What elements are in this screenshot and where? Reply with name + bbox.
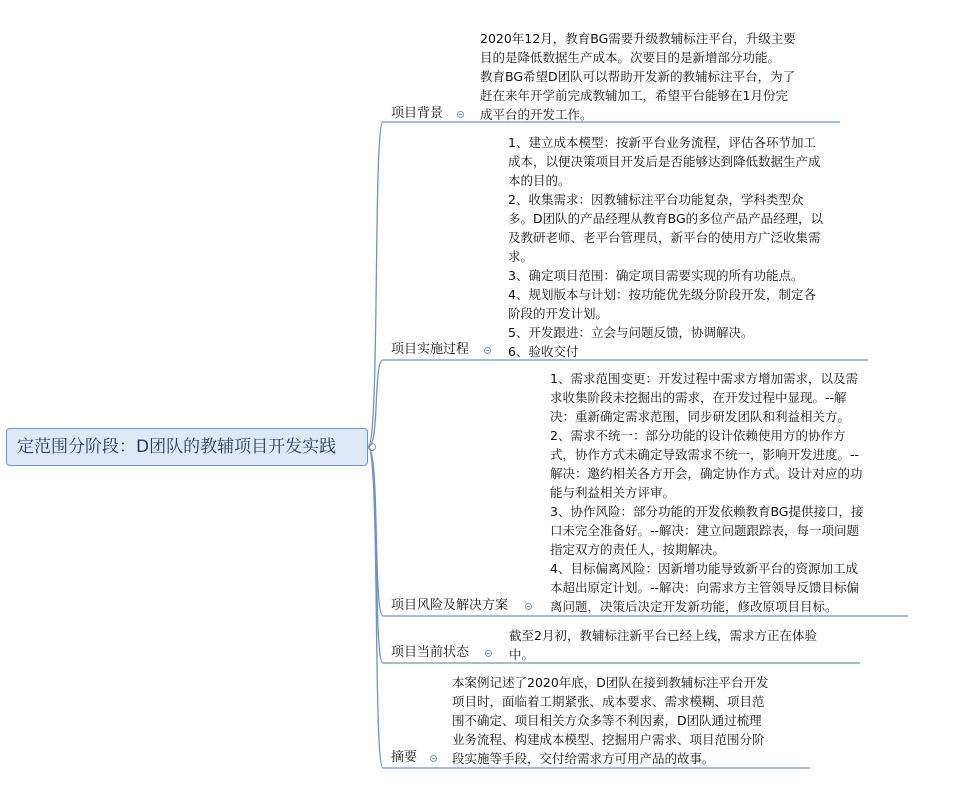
leaf-line: 段实施等手段，交付给需求方可用产品的故事。	[452, 751, 715, 766]
leaf-line: 2、收集需求：因教辅标注平台功能复杂，学科类型众	[508, 192, 804, 207]
leaf-line: 本的目的。	[508, 173, 571, 188]
branch-label-text: 项目实施过程	[391, 342, 470, 357]
leaf-line: 1、需求范围变更：开发过程中需求方增加需求，以及需	[550, 371, 858, 386]
branch-label-project-background[interactable]	[391, 105, 443, 123]
branch-label-implementation-process[interactable]	[391, 341, 469, 359]
collapse-toggle-icon[interactable]	[430, 755, 437, 762]
leaf-line: 3、协作风险：部分功能的开发依赖教育BG提供接口，接	[550, 504, 864, 519]
leaf-line: 1、建立成本模型：按新平台业务流程，评估各环节加工	[508, 135, 816, 150]
leaf-line: 目的是降低数据生产成本。次要目的是新增部分功能。	[480, 50, 781, 65]
branch-connector	[368, 122, 383, 447]
root-topic[interactable]	[6, 428, 368, 466]
leaf-line: 2020年12月，教育BG需要升级教辅标注平台，升级主要	[480, 31, 796, 46]
leaf-line: 3、确定项目范围：确定项目需要实现的所有功能点。	[508, 268, 804, 283]
leaf-line: 解决：邀约相关各方开会，确定协作方式。设计对应的功	[550, 466, 863, 481]
leaf-line: 2、需求不统一：部分功能的设计依赖使用方的协作方	[550, 428, 846, 443]
collapse-toggle-icon[interactable]	[484, 347, 491, 354]
leaf-line: 离问题，决策后决定开发新功能，修改原项目目标。	[550, 599, 838, 614]
leaf-line: 本案例记述了2020年底，D团队在接到教辅标注平台开发	[452, 675, 769, 690]
leaf-line: 求。	[508, 249, 534, 264]
leaf-line: 截至2月初，教辅标注新平台已经上线，需求方正在体验	[509, 628, 817, 643]
leaf-line: 及教研老师、老平台管理员，新平台的使用方广泛收集需	[508, 230, 821, 245]
branch-label-text: 项目风险及解决方案	[391, 598, 509, 613]
leaf-line: 指定双方的责任人，按期解决。	[550, 542, 726, 557]
leaf-implementation-process	[508, 133, 823, 361]
leaf-line: 口未完全准备好。--解决：建立问题跟踪表，每一项问题	[550, 523, 860, 538]
leaf-line: 成平台的开发工作。	[480, 107, 593, 122]
leaf-line: 决：重新确定需求范围，同步研发团队和利益相关方。	[550, 409, 851, 424]
leaf-line: 求收集阶段未挖掘出的需求，在开发过程中显现。--解	[550, 390, 847, 405]
leaf-summary	[452, 673, 768, 768]
leaf-line: 阶段的开发计划。	[508, 306, 609, 321]
leaf-current-status	[509, 626, 817, 664]
leaf-line: 业务流程、构建成本模型、挖掘用户需求、项目范围分阶	[452, 732, 765, 747]
leaf-line: 4、规划版本与计划：按功能优先级分阶段开发，制定各	[508, 287, 816, 302]
leaf-line: 多。D团队的产品经理从教育BG的多位产品产品经理，以	[508, 211, 824, 226]
leaf-line: 6、验收交付	[508, 344, 579, 359]
leaf-line: 项目时，面临着工期紧张、成本要求、需求模糊、项目范	[452, 694, 765, 709]
leaf-line: 教育BG希望D团队可以帮助开发新的教辅标注平台，为了	[480, 69, 796, 84]
branch-label-text: 项目背景	[391, 106, 444, 121]
collapse-toggle-icon[interactable]	[485, 650, 492, 657]
leaf-line: 4、目标偏离风险：因新增功能导致新平台的资源加工成	[550, 561, 858, 576]
leaf-risks-solutions	[550, 369, 864, 616]
branch-label-current-status[interactable]	[391, 644, 469, 662]
root-topic-title: 定范围分阶段：D团队的教辅项目开发实践	[17, 437, 337, 457]
leaf-line: 5、开发跟进：立会与问题反馈，协调解决。	[508, 325, 754, 340]
collapse-toggle-icon[interactable]	[457, 111, 464, 118]
leaf-line: 围不确定、项目相关方众多等不利因素，D团队通过梳理	[452, 713, 762, 728]
branch-connector	[368, 360, 383, 447]
leaf-line: 本超出原定计划。--解决：向需求方主管领导反馈目标偏	[550, 580, 860, 595]
leaf-line: 式，协作方式未确定导致需求不统一，影响开发进度。--	[550, 447, 860, 462]
collapse-toggle-icon[interactable]	[525, 603, 532, 610]
branch-label-summary[interactable]	[391, 749, 417, 767]
leaf-line: 成本，以便决策项目开发后是否能够达到降低数据生产成	[508, 154, 821, 169]
leaf-line: 赶在来年开学前完成教辅加工，希望平台能够在1月份完	[480, 88, 788, 103]
leaf-line: 能与利益相关方评审。	[550, 485, 676, 500]
branch-label-text: 摘要	[391, 750, 418, 765]
branch-label-risks-solutions[interactable]	[391, 597, 508, 615]
leaf-project-background	[480, 29, 796, 124]
leaf-line: 中。	[509, 647, 535, 662]
branch-label-text: 项目当前状态	[391, 645, 470, 660]
